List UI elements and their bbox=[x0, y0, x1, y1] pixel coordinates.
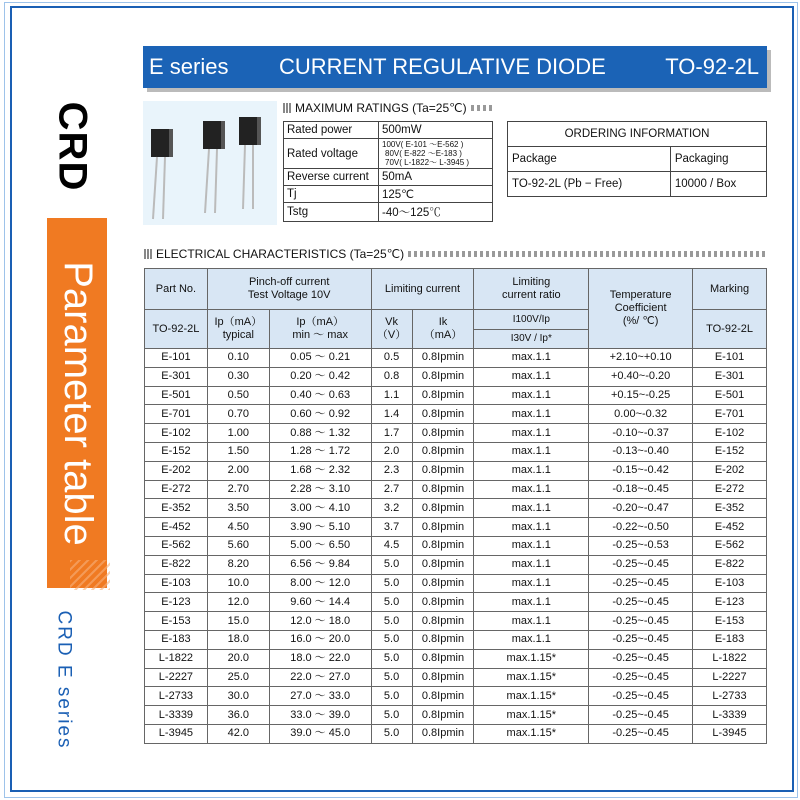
table-cell: max.1.1 bbox=[474, 349, 589, 368]
table-cell: 0.88 ～ 1.32 bbox=[269, 424, 371, 443]
table-row bbox=[145, 649, 767, 668]
table-cell: -0.22~-0.50 bbox=[589, 518, 693, 537]
table-cell: max.1.1 bbox=[474, 593, 589, 612]
table-cell: 0.8Ipmin bbox=[412, 461, 474, 480]
table-row bbox=[145, 424, 767, 443]
table-cell: 0.05 ～ 0.21 bbox=[269, 349, 371, 368]
table-cell: 6.56 ～ 9.84 bbox=[269, 555, 371, 574]
table-cell: 5.0 bbox=[371, 668, 412, 687]
table-row bbox=[145, 442, 767, 461]
table-cell: max.1.15* bbox=[474, 649, 589, 668]
table-cell: 5.0 bbox=[371, 724, 412, 743]
table-cell: E-822 bbox=[145, 555, 208, 574]
table-cell: 3.7 bbox=[371, 518, 412, 537]
table-cell: 1.68 ～ 2.32 bbox=[269, 461, 371, 480]
table-cell: max.1.15* bbox=[474, 706, 589, 725]
table-cell: 39.0 ～ 45.0 bbox=[269, 724, 371, 743]
table-cell: -0.13~-0.40 bbox=[589, 442, 693, 461]
table-row bbox=[145, 724, 767, 743]
table-cell: 20.0 bbox=[207, 649, 269, 668]
table-row bbox=[145, 386, 767, 405]
table-cell: 0.8Ipmin bbox=[412, 555, 474, 574]
table-row bbox=[145, 706, 767, 725]
table-cell: max.1.1 bbox=[474, 499, 589, 518]
table-cell: -0.25~-0.45 bbox=[589, 612, 693, 631]
table-cell: E-562 bbox=[145, 536, 208, 555]
table-cell: 9.60 ～ 14.4 bbox=[269, 593, 371, 612]
table-cell: 0.8Ipmin bbox=[412, 405, 474, 424]
table-cell: 16.0 ～ 20.0 bbox=[269, 630, 371, 649]
table-cell: E-701 bbox=[693, 405, 767, 424]
diode-image-3 bbox=[239, 117, 261, 209]
table-row bbox=[145, 536, 767, 555]
table-row bbox=[145, 518, 767, 537]
table-cell: max.1.1 bbox=[474, 461, 589, 480]
table-cell: E-272 bbox=[145, 480, 208, 499]
table-cell: max.1.15* bbox=[474, 724, 589, 743]
table-cell: E-202 bbox=[145, 461, 208, 480]
table-row bbox=[145, 630, 767, 649]
table-cell: E-101 bbox=[693, 349, 767, 368]
table-cell: 2.3 bbox=[371, 461, 412, 480]
table-cell: -0.25~-0.45 bbox=[589, 668, 693, 687]
table-cell: 5.0 bbox=[371, 649, 412, 668]
table-cell: 0.8Ipmin bbox=[412, 593, 474, 612]
table-row bbox=[145, 555, 767, 574]
table-cell: 0.8Ipmin bbox=[412, 706, 474, 725]
table-cell: E-123 bbox=[693, 593, 767, 612]
table-cell: 0.10 bbox=[207, 349, 269, 368]
table-row bbox=[145, 367, 767, 386]
table-cell: -0.25~-0.45 bbox=[589, 593, 693, 612]
table-row bbox=[145, 499, 767, 518]
table-cell: 0.8Ipmin bbox=[412, 536, 474, 555]
table-cell: 0.8Ipmin bbox=[412, 518, 474, 537]
sidebar-crd-label: CRD bbox=[50, 101, 95, 191]
electrical-table: Part No. Pinch-off current Test Voltage 10V Limiting current Limiting current ratio Temperature Coefficient (%/ ℃) Marking TO-92-2L Ip（mA） typical Ip（mA） min ～ max Vk （V） Ik （mA） I100V/Ip TO-92-2L I30V / Ip* E-101 0.10 0.05 ～ 0.21 0.5 0.8Ipmin max.1.1 +2.10~+0.10 E-101 E-301 0.30 0.20 ～ 0.42 0.8 0.8Ipmin max.1.1 +0.40~-0.20 E-301 E-501 0.50 0.40 ～ 0.63 1.1 0.8Ipmin max.1.1 +0.15~-0.25 E-501 E-701 0.70 0.60 ～ 0.92 1.4 0.8Ipmin max.1.1 0.00~-0.32 E-701 E-102 1.00 0.88 ～ 1.32 1.7 0.8Ipmin max.1.1 -0.10~-0.37 E-102 E-152 1.50 1.28 ～ 1.72 2.0 0.8Ipmin max.1.1 -0.13~-0.40 E-152 E-202 2.00 1.68 ～ 2.32 2.3 0.8Ipmin max.1.1 -0.15~-0.42 E-202 E-272 2.70 2.28 ～ 3.10 2.7 0.8Ipmin max.1.1 -0.18~-0.45 E-272 E-352 3.50 3.00 ～ 4.10 3.2 0.8Ipmin max.1.1 -0.20~-0.47 E-352 E-452 4.50 3.90 ～ 5.10 3.7 0.8Ipmin max.1.1 -0.22~-0.50 E-452 E-562 5.60 5.00 ～ 6.50 4.5 0.8Ipmin max.1.1 -0.25~-0.53 E-562 E-822 8.20 6.56 ～ 9.84 5.0 0.8Ipmin max.1.1 -0.25~-0.45 E-822 E-103 10.0 8.00 ～ 12.0 5.0 0.8Ipmin max.1.1 -0.25~-0.45 E-103 E-123 12.0 9.60 ～ 14.4 5.0 0.8Ipmin max.1.1 -0.25~-0.45 E-123 E-153 15.0 12.0 ～ 18.0 5.0 0.8Ipmin max.1.1 -0.25~-0.45 E-153 E-183 18.0 16.0 ～ 20.0 5.0 0.8Ipmin max.1.1 -0.25~-0.45 E-183 L-1822 20.0 18.0 ～ 22.0 5.0 0.8Ipmin max.1.15* -0.25~-0.45 L-1822 L-2227 25.0 22.0 ～ 27.0 5.0 0.8Ipmin max.1.15* -0.25~-0.45 L-2227 L-2733 30.0 27.0 ～ 33.0 5.0 0.8Ipmin max.1.15* -0.25~-0.45 L-2733 L-3339 36.0 33.0 ～ 39.0 5.0 0.8Ipmin max.1.15* -0.25~-0.45 L-3339 L-3945 42.0 39.0 ～ 45.0 5.0 0.8Ipmin max.1.15* -0.25~-0.45 L-3945 bbox=[144, 268, 767, 744]
table-cell: 0.8Ipmin bbox=[412, 480, 474, 499]
table-cell: +0.15~-0.25 bbox=[589, 386, 693, 405]
table-cell: 0.8Ipmin bbox=[412, 574, 474, 593]
table-cell: E-501 bbox=[145, 386, 208, 405]
table-cell: 0.8Ipmin bbox=[412, 424, 474, 443]
table-cell: 4.5 bbox=[371, 536, 412, 555]
diode-image-2 bbox=[203, 121, 225, 213]
table-cell: L-2733 bbox=[145, 687, 208, 706]
table-cell: 15.0 bbox=[207, 612, 269, 631]
table-cell: 25.0 bbox=[207, 668, 269, 687]
table-cell: 0.40 ～ 0.63 bbox=[269, 386, 371, 405]
table-cell: E-102 bbox=[145, 424, 208, 443]
table-cell: L-2227 bbox=[693, 668, 767, 687]
table-cell: max.1.15* bbox=[474, 687, 589, 706]
table-cell: 5.0 bbox=[371, 706, 412, 725]
table-cell: -0.25~-0.45 bbox=[589, 724, 693, 743]
table-cell: 8.20 bbox=[207, 555, 269, 574]
table-cell: 0.8 bbox=[371, 367, 412, 386]
table-cell: 0.8Ipmin bbox=[412, 668, 474, 687]
table-cell: max.1.1 bbox=[474, 424, 589, 443]
table-cell: 0.00~-0.32 bbox=[589, 405, 693, 424]
table-cell: +2.10~+0.10 bbox=[589, 349, 693, 368]
table-cell: 1.50 bbox=[207, 442, 269, 461]
table-cell: max.1.1 bbox=[474, 405, 589, 424]
sidebar-series-label: CRD E series bbox=[54, 610, 76, 750]
table-cell: 2.0 bbox=[371, 442, 412, 461]
table-cell: 0.50 bbox=[207, 386, 269, 405]
table-cell: -0.25~-0.45 bbox=[589, 555, 693, 574]
table-cell: 5.0 bbox=[371, 555, 412, 574]
table-cell: max.1.1 bbox=[474, 480, 589, 499]
sidebar-title-block bbox=[47, 218, 107, 588]
table-cell: +0.40~-0.20 bbox=[589, 367, 693, 386]
table-cell: max.1.1 bbox=[474, 442, 589, 461]
table-cell: E-152 bbox=[145, 442, 208, 461]
max-ratings-heading: MAXIMUM RATINGS (Ta=25℃) bbox=[283, 101, 493, 115]
table-cell: 42.0 bbox=[207, 724, 269, 743]
table-cell: E-123 bbox=[145, 593, 208, 612]
table-cell: 3.50 bbox=[207, 499, 269, 518]
table-cell: max.1.1 bbox=[474, 518, 589, 537]
table-cell: 0.8Ipmin bbox=[412, 649, 474, 668]
table-cell: 1.00 bbox=[207, 424, 269, 443]
electrical-table-body bbox=[145, 349, 767, 744]
table-cell: 0.20 ～ 0.42 bbox=[269, 367, 371, 386]
table-cell: -0.25~-0.45 bbox=[589, 687, 693, 706]
table-cell: 12.0 ～ 18.0 bbox=[269, 612, 371, 631]
table-row bbox=[145, 461, 767, 480]
table-cell: L-2733 bbox=[693, 687, 767, 706]
table-row bbox=[145, 349, 767, 368]
table-cell: E-153 bbox=[693, 612, 767, 631]
table-row bbox=[145, 612, 767, 631]
table-cell: 18.0 ～ 22.0 bbox=[269, 649, 371, 668]
table-cell: 2.70 bbox=[207, 480, 269, 499]
table-row bbox=[145, 668, 767, 687]
table-cell: E-562 bbox=[693, 536, 767, 555]
sidebar-title: Parameter table bbox=[55, 260, 100, 546]
diode-image-1 bbox=[151, 129, 173, 219]
table-cell: -0.10~-0.37 bbox=[589, 424, 693, 443]
table-cell: E-301 bbox=[145, 367, 208, 386]
table-cell: 5.0 bbox=[371, 687, 412, 706]
table-cell: 0.8Ipmin bbox=[412, 367, 474, 386]
table-cell: 0.30 bbox=[207, 367, 269, 386]
table-cell: max.1.1 bbox=[474, 536, 589, 555]
table-cell: E-352 bbox=[693, 499, 767, 518]
table-cell: 0.8Ipmin bbox=[412, 442, 474, 461]
table-cell: 30.0 bbox=[207, 687, 269, 706]
table-cell: E-822 bbox=[693, 555, 767, 574]
table-row bbox=[145, 480, 767, 499]
table-cell: E-103 bbox=[145, 574, 208, 593]
table-cell: 4.50 bbox=[207, 518, 269, 537]
table-cell: E-701 bbox=[145, 405, 208, 424]
table-cell: 3.90 ～ 5.10 bbox=[269, 518, 371, 537]
table-cell: 0.8Ipmin bbox=[412, 724, 474, 743]
table-cell: L-3945 bbox=[693, 724, 767, 743]
table-row bbox=[145, 593, 767, 612]
table-cell: L-2227 bbox=[145, 668, 208, 687]
table-cell: 5.0 bbox=[371, 612, 412, 631]
table-cell: E-101 bbox=[145, 349, 208, 368]
max-ratings-table: Rated power 500mW Rated voltage 100V( E-101 ～E-562 ) 80V( E-822 ～E-183 ) 70V( L-1822～ L-3945 ) Reverse current 50mA Tj 125℃ Tstg -40～125℃ bbox=[283, 121, 493, 222]
table-cell: L-3339 bbox=[145, 706, 208, 725]
table-cell: max.1.1 bbox=[474, 367, 589, 386]
table-cell: -0.25~-0.45 bbox=[589, 649, 693, 668]
table-cell: E-301 bbox=[693, 367, 767, 386]
table-cell: max.1.15* bbox=[474, 668, 589, 687]
table-cell: L-1822 bbox=[693, 649, 767, 668]
table-cell: 27.0 ～ 33.0 bbox=[269, 687, 371, 706]
table-cell: 1.7 bbox=[371, 424, 412, 443]
table-cell: E-152 bbox=[693, 442, 767, 461]
table-cell: 5.60 bbox=[207, 536, 269, 555]
decorative-hatch bbox=[70, 560, 110, 590]
table-cell: 33.0 ～ 39.0 bbox=[269, 706, 371, 725]
table-cell: max.1.1 bbox=[474, 630, 589, 649]
table-cell: L-3339 bbox=[693, 706, 767, 725]
table-cell: -0.25~-0.45 bbox=[589, 706, 693, 725]
table-cell: 12.0 bbox=[207, 593, 269, 612]
banner-title: CURRENT REGULATIVE DIODE bbox=[279, 54, 606, 79]
table-cell: E-102 bbox=[693, 424, 767, 443]
table-cell: 0.8Ipmin bbox=[412, 687, 474, 706]
table-cell: 3.2 bbox=[371, 499, 412, 518]
table-cell: 5.0 bbox=[371, 574, 412, 593]
table-cell: 8.00 ～ 12.0 bbox=[269, 574, 371, 593]
table-cell: E-452 bbox=[145, 518, 208, 537]
table-cell: 0.70 bbox=[207, 405, 269, 424]
table-cell: 3.00 ～ 4.10 bbox=[269, 499, 371, 518]
table-cell: 2.28 ～ 3.10 bbox=[269, 480, 371, 499]
table-cell: max.1.1 bbox=[474, 386, 589, 405]
table-cell: -0.18~-0.45 bbox=[589, 480, 693, 499]
table-cell: -0.25~-0.45 bbox=[589, 630, 693, 649]
table-row bbox=[145, 405, 767, 424]
table-cell: L-1822 bbox=[145, 649, 208, 668]
table-cell: max.1.1 bbox=[474, 555, 589, 574]
table-cell: 0.5 bbox=[371, 349, 412, 368]
table-cell: -0.25~-0.45 bbox=[589, 574, 693, 593]
table-cell: E-103 bbox=[693, 574, 767, 593]
table-cell: -0.15~-0.42 bbox=[589, 461, 693, 480]
table-cell: 5.00 ～ 6.50 bbox=[269, 536, 371, 555]
table-cell: E-501 bbox=[693, 386, 767, 405]
table-cell: 2.00 bbox=[207, 461, 269, 480]
table-cell: 36.0 bbox=[207, 706, 269, 725]
table-cell: 0.8Ipmin bbox=[412, 612, 474, 631]
banner-series: E series bbox=[149, 54, 229, 79]
table-cell: 0.8Ipmin bbox=[412, 386, 474, 405]
table-cell: 2.7 bbox=[371, 480, 412, 499]
table-cell: 0.8Ipmin bbox=[412, 630, 474, 649]
table-cell: 18.0 bbox=[207, 630, 269, 649]
table-cell: max.1.1 bbox=[474, 612, 589, 631]
table-cell: 1.28 ～ 1.72 bbox=[269, 442, 371, 461]
table-cell: -0.20~-0.47 bbox=[589, 499, 693, 518]
banner-package: TO-92-2L bbox=[665, 54, 759, 79]
table-cell: 10.0 bbox=[207, 574, 269, 593]
table-cell: E-352 bbox=[145, 499, 208, 518]
table-cell: 0.8Ipmin bbox=[412, 349, 474, 368]
header-banner bbox=[143, 46, 767, 88]
table-cell: E-183 bbox=[145, 630, 208, 649]
table-cell: E-153 bbox=[145, 612, 208, 631]
table-cell: E-202 bbox=[693, 461, 767, 480]
table-cell: 5.0 bbox=[371, 593, 412, 612]
table-cell: 0.8Ipmin bbox=[412, 499, 474, 518]
table-cell: 5.0 bbox=[371, 630, 412, 649]
table-cell: E-452 bbox=[693, 518, 767, 537]
table-row bbox=[145, 574, 767, 593]
ordering-table: ORDERING INFORMATION Package Packaging TO-92-2L (Pb − Free) 10000 / Box bbox=[507, 121, 767, 197]
table-cell: 0.60 ～ 0.92 bbox=[269, 405, 371, 424]
table-cell: L-3945 bbox=[145, 724, 208, 743]
table-cell: 1.4 bbox=[371, 405, 412, 424]
table-row bbox=[145, 687, 767, 706]
table-cell: max.1.1 bbox=[474, 574, 589, 593]
table-cell: 1.1 bbox=[371, 386, 412, 405]
table-cell: -0.25~-0.53 bbox=[589, 536, 693, 555]
table-cell: E-272 bbox=[693, 480, 767, 499]
table-cell: 22.0 ～ 27.0 bbox=[269, 668, 371, 687]
table-cell: E-183 bbox=[693, 630, 767, 649]
product-photo bbox=[143, 101, 277, 225]
electrical-heading: ELECTRICAL CHARACTERISTICS (Ta=25℃) bbox=[144, 247, 767, 261]
